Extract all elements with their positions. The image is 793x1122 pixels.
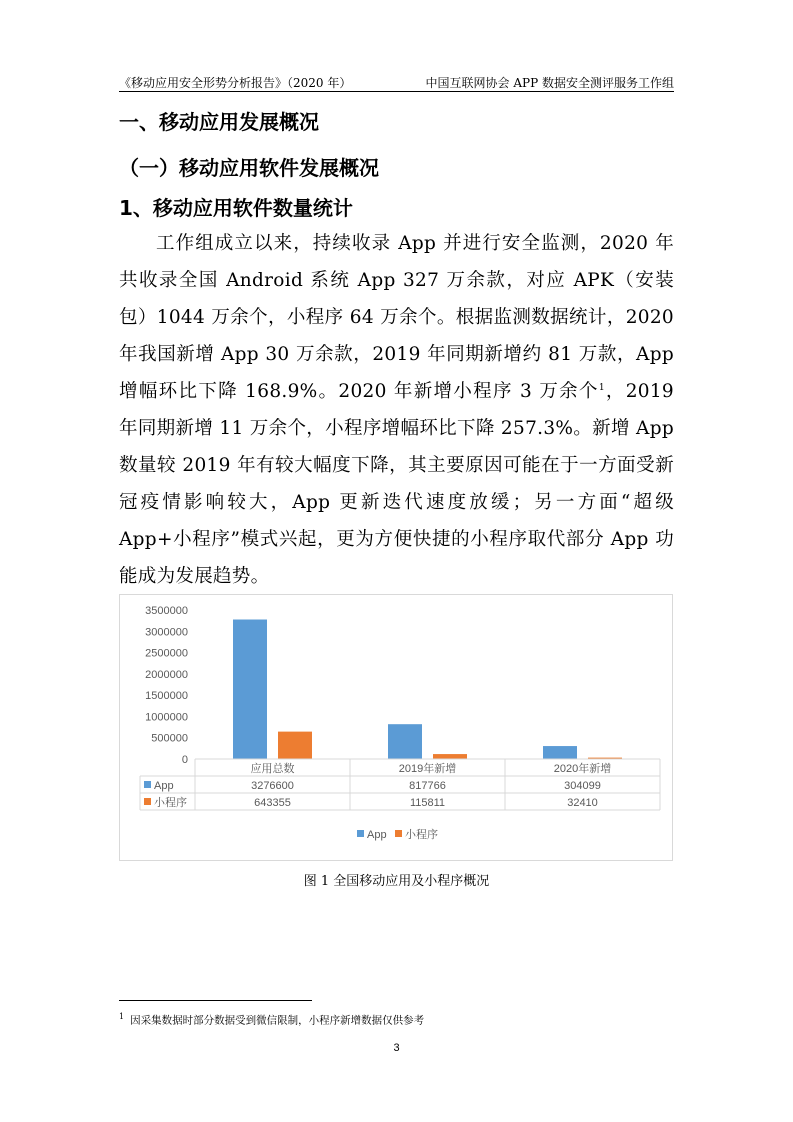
y-tick-label: 1500000 [145, 690, 188, 703]
bar-app [388, 724, 422, 759]
legend-swatch [395, 830, 402, 837]
bar-chart [119, 594, 673, 861]
header-divider [119, 91, 674, 92]
data-label: 32410 [567, 797, 598, 809]
data-label: 643355 [254, 797, 291, 809]
bar-app [543, 746, 577, 759]
y-tick-label: 0 [181, 754, 188, 766]
subsubsection-heading: 1、移动应用软件数量统计 [119, 196, 353, 220]
data-label: 817766 [409, 780, 446, 792]
page-number: 3 [393, 1042, 400, 1054]
legend-label: 小程序 [405, 829, 438, 841]
y-tick-label: 3000000 [145, 626, 188, 639]
y-tick-label: 2000000 [145, 668, 188, 681]
bar-miniprogram [433, 754, 467, 759]
paragraph-text-1: 工作组成立以来，持续收录 App 并进行安全监测，2020 年共收录全国 Android 系统 App 327 万余款，对应 APK（安装包）1044 万余个，小程序 64 万余个。根据监测数据统计，2020 年我国新增 App 30 万余款，2019 年同期新增约 81 万款，App 增幅环比下降 168.9%。2020 年新增小程序 3 万余个 [119, 233, 674, 402]
header-report-title: 《移动应用安全形势分析报告》（2020 年） [119, 76, 352, 90]
legend-label: App [367, 829, 387, 841]
chart-canvas [120, 595, 674, 862]
bar-miniprogram [278, 732, 312, 759]
y-tick-label: 1000000 [145, 711, 188, 724]
bar-app [233, 620, 267, 759]
y-tick-label: 2500000 [145, 647, 188, 660]
category-label: 2020年新增 [553, 763, 612, 775]
header-organization: 中国互联网协会 APP 数据安全测评服务工作组 [425, 76, 674, 90]
page-header [119, 74, 674, 92]
footnote [119, 1012, 424, 1028]
footnote-marker: 1 [119, 1012, 125, 1021]
data-label: 304099 [564, 780, 601, 792]
category-label: 2019年新增 [398, 763, 457, 775]
footnote-reference[interactable]: 1 [598, 382, 605, 393]
footnote-text: 因采集数据时部分数据受到微信限制，小程序新增数据仅供参考 [130, 1014, 425, 1027]
data-label: 115811 [409, 797, 446, 809]
body-paragraph [119, 225, 674, 595]
legend-swatch [357, 830, 364, 837]
figure-caption: 图 1 全国移动应用及小程序概况 [303, 874, 490, 889]
y-tick-label: 500000 [151, 732, 188, 745]
footnote-divider [119, 1000, 312, 1001]
series-label: 小程序 [154, 797, 187, 809]
legend-key [144, 798, 151, 805]
legend-key [144, 781, 151, 788]
category-label: 应用总数 [250, 763, 295, 775]
series-label: App [154, 780, 174, 792]
y-tick-label: 3500000 [145, 605, 188, 617]
subsection-heading: （一）移动应用软件发展概况 [119, 156, 379, 180]
paragraph-text-2: ，2019 年同期新增 11 万余个，小程序增幅环比下降 257.3%。新增 App 数量较 2019 年有较大幅度下降，其主要原因可能在于一方面受新冠疫情影响较大，App 更新迭代速度放缓；另一方面“超级 App+小程序”模式兴起，更为方便快捷的小程序取代部分 App 功能成为发展趋势。 [119, 381, 674, 587]
data-label: 3276600 [251, 780, 294, 792]
section-heading: 一、移动应用发展概况 [119, 110, 319, 134]
